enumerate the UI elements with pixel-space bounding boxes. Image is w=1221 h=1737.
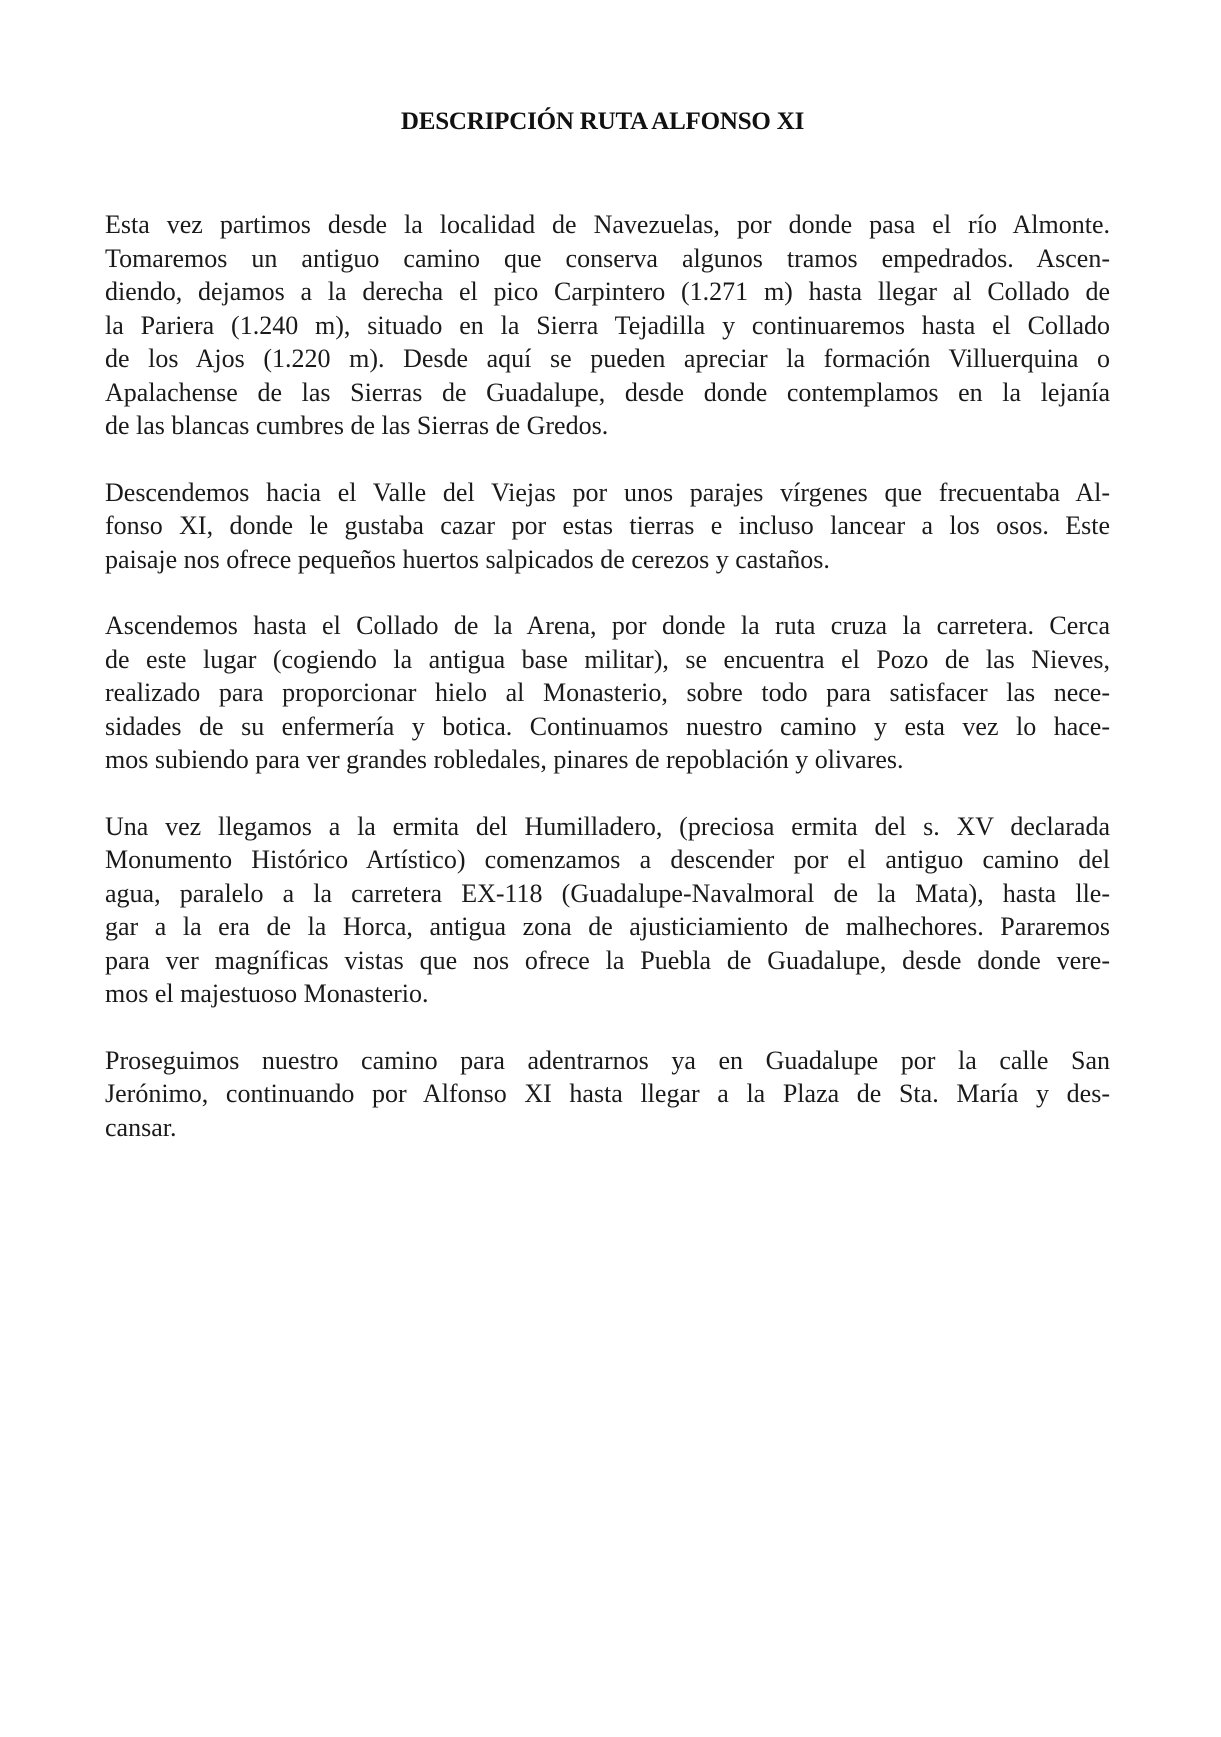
text-line: Ascendemos hasta el Collado de la Arena, por donde la ruta cruza la carretera. Cerca [105,611,1110,640]
text-line: diendo, dejamos a la derecha el pico Carpintero (1.271 m) hasta llegar al Collado de [105,277,1110,306]
text-line: paisaje nos ofrece pequeños huertos salpicados de cerezos y castaños. [105,544,830,574]
paragraph-1 [105,208,1110,443]
text-line: Monumento Histórico Artístico) comenzamos a descender por el antiguo camino del [105,845,1110,874]
text-line: mos subiendo para ver grandes robledales, pinares de repoblación y olivares. [105,745,904,774]
text-line: de los Ajos (1.220 m). Desde aquí se pueden apreciar la formación Villuerquina o [105,344,1110,373]
text-line: agua, paralelo a la carretera EX-118 (Guadalupe-Navalmoral de la Mata), hasta lle- [105,878,1110,908]
text-line: la Pariera (1.240 m), situado en la Sierra Tejadilla y continuaremos hasta el Collado [105,310,1110,340]
document-body [105,208,1110,1177]
text-line: gar a la era de la Horca, antigua zona de ajusticiamiento de malhechores. Pararemos [105,912,1110,941]
text-line: para ver magníficas vistas que nos ofrece la Puebla de Guadalupe, desde donde vere- [105,945,1110,975]
paragraph-2 [105,476,1110,577]
paragraph-5 [105,1044,1110,1145]
text-line: de las blancas cumbres de las Sierras de Gredos. [105,411,609,440]
text-line: Una vez llegamos a la ermita del Humilladero, (preciosa ermita del s. XV declarada [105,811,1110,841]
text-line: Jerónimo, continuando por Alfonso XI hasta llegar a la Plaza de Sta. María y des- [105,1079,1110,1108]
text-line: Apalachense de las Sierras de Guadalupe, desde donde contemplamos en la lejanía [105,377,1110,407]
document-title: DESCRIPCIÓN RUTA ALFONSO XI [400,108,805,135]
text-line: cansar. [105,1112,177,1142]
text-line: sidades de su enfermería y botica. Continuamos nuestro camino y esta vez lo hace- [105,711,1110,741]
paragraph-3 [105,609,1110,777]
text-line: realizado para proporcionar hielo al Monasterio, sobre todo para satisfacer las nece- [105,678,1110,707]
text-line: mos el majestuoso Monasterio. [105,979,429,1008]
text-line: de este lugar (cogiendo la antigua base militar), se encuentra el Pozo de las Nieves, [105,644,1110,674]
text-line: Descendemos hacia el Valle del Viejas por unos parajes vírgenes que frecuentaba Al- [105,477,1110,507]
text-line: fonso XI, donde le gustaba cazar por estas tierras e incluso lancear a los osos. Este [105,511,1110,540]
text-line: Esta vez partimos desde la localidad de Navezuelas, por donde pasa el río Almonte. [105,210,1110,239]
paragraph-4 [105,810,1110,1011]
text-line: Tomaremos un antiguo camino que conserva algunos tramos empedrados. Ascen- [105,243,1110,273]
text-line: Proseguimos nuestro camino para adentrarnos ya en Guadalupe por la calle San [105,1045,1110,1075]
